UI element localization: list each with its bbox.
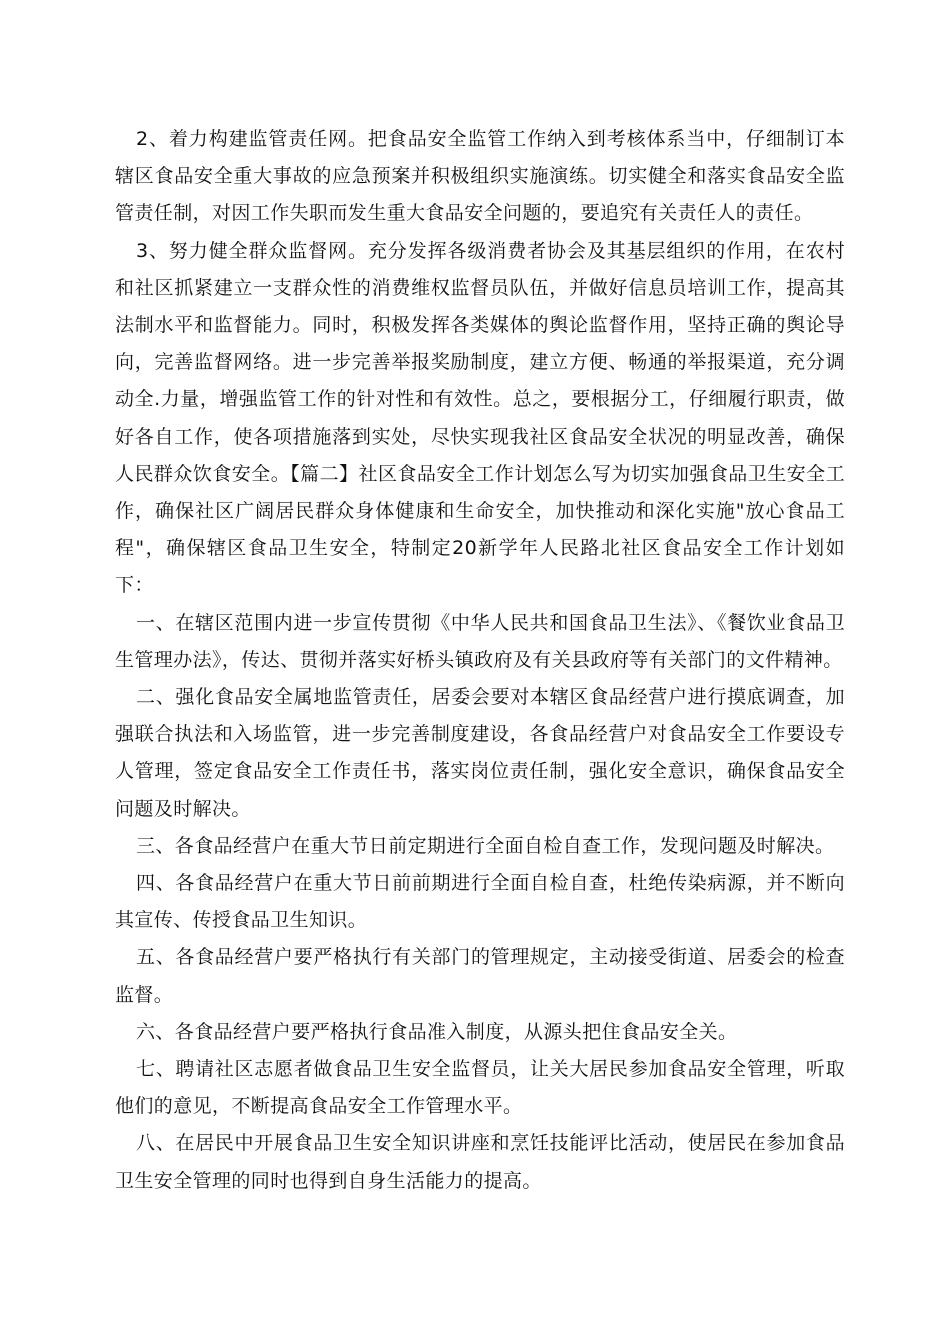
paragraph-item-2: 二、强化食品安全属地监管责任，居委会要对本辖区食品经营户进行摸底调查，加强联合执法和入场监管，进一步完善制度建设，各食品经营户对食品安全工作要设专人管理，签定食品安全工作责任书，落实岗位责任制，强化安全意识，确保食品安全问题及时解决。 [115,686,845,820]
paragraph-item-7: 七、聘请社区志愿者做食品卫生安全监督员，让关大居民参加食品安全管理，听取他们的意见，不断提高食品安全工作管理水平。 [115,1058,845,1118]
paragraph-item-6: 六、各食品经营户要严格执行食品准入制度，从源头把住食品安全关。 [136,1020,738,1043]
paragraph-supervision-responsibility-network: 2、着力构建监管责任网。把食品安全监管工作纳入到考核体系当中，仔细制订本辖区食品安全重大事故的应急预案并积极组织实施演练。切实健全和落实食品安全监管责任制，对因工作失职而发生重大食品安全问题的，要追究有关责任人的责任。 [115,128,845,225]
paragraph-item-5: 五、各食品经营户要严格执行有关部门的管理规定，主动接受街道、居委会的检查监督。 [115,946,845,1006]
paragraph-public-supervision-network: 3、努力健全群众监督网。充分发挥各级消费者协会及其基层组织的作用，在农村和社区抓紧建立一支群众性的消费维权监督员队伍，并做好信息员培训工作，提高其法制水平和监督能力。同时，积极发挥各类媒体的舆论监督作用，坚持正确的舆论导向，完善监督网络。进一步完善举报奖励制度，建立方便、畅通的举报渠道，充分调动全.力量，增强监管工作的针对性和有效性。总之，要根据分工，仔细履行职责，做好各自工作，使各项措施落到实处，尽快实现我社区食品安全状况的明显改善，确保人民群众饮食安全。【篇二】社区食品安全工作计划怎么写为切实加强食品卫生安全工作，确保社区广阔居民群众身体健康和生命安全，加快推动和深化实施"放心食品工程"，确保辖区食品卫生安全，特制定20新学年人民路北社区食品安全工作计划如下： [115,239,845,597]
paragraph-item-1: 一、在辖区范围内进一步宣传贯彻《中华人民共和国食品卫生法》、《餐饮业食品卫生管理办法》，传达、贯彻并落实好桥头镇政府及有关县政府等有关部门的文件精神。 [115,611,845,671]
document-body [115,121,845,1200]
paragraph-item-3: 三、各食品经营户在重大节日前定期进行全面自检自查工作，发现问题及时解决。 [136,834,835,857]
paragraph-item-8: 八、在居民中开展食品卫生安全知识讲座和烹饪技能评比活动，使居民在参加食品卫生安全管理的同时也得到自身生活能力的提高。 [115,1132,845,1192]
paragraph-item-4: 四、各食品经营户在重大节日前前期进行全面自检自查，杜绝传染病源，并不断向其宣传、传授食品卫生知识。 [115,872,845,932]
